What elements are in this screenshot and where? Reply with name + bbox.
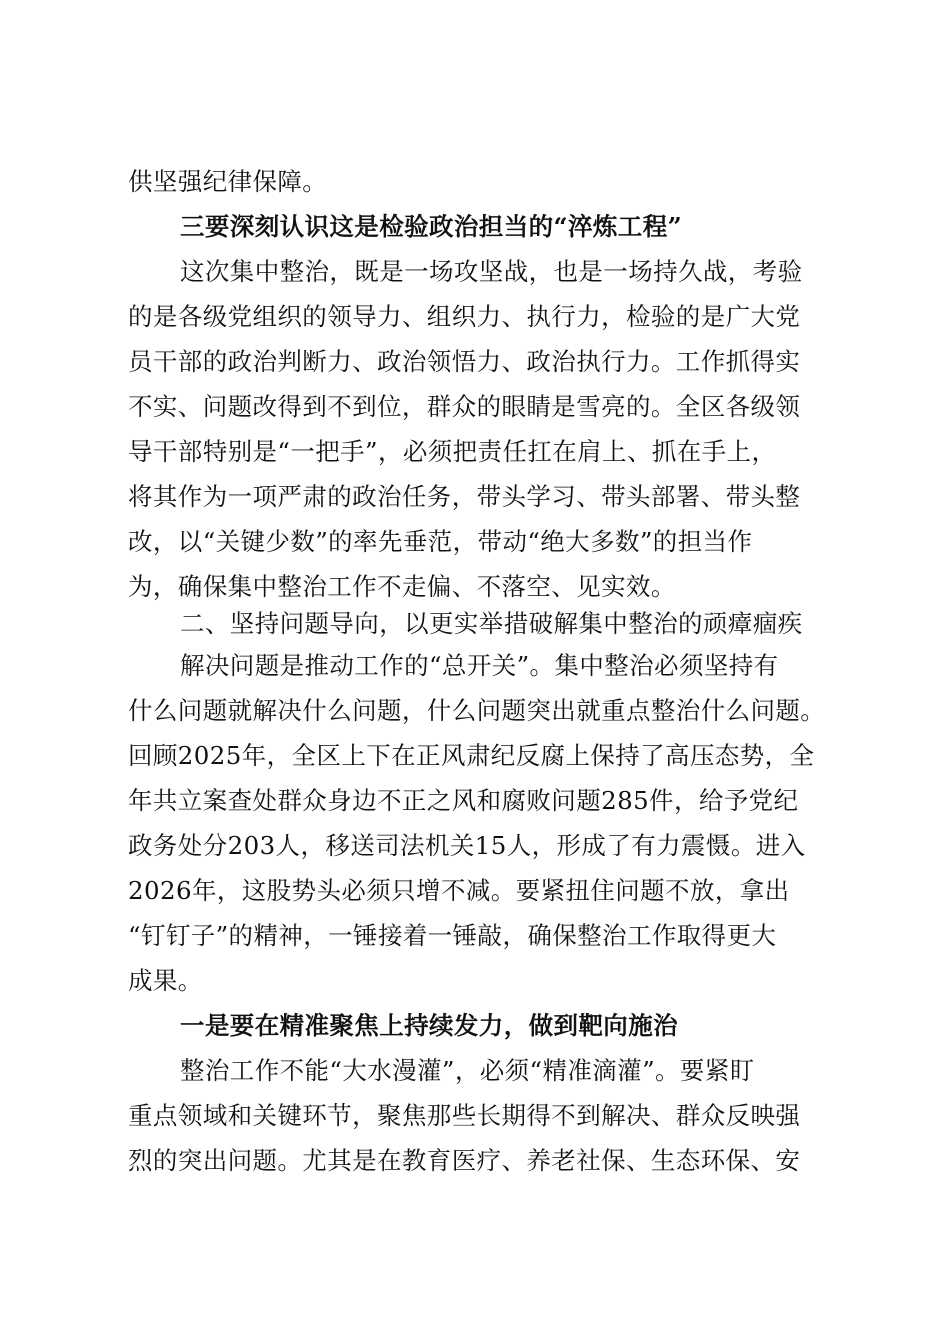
paragraph-first-line: 整治工作不能“大水漫灌”，必须“精准滴灌”。要紧盯 [180, 1056, 755, 1085]
text-line: 的是各级党组织的领导力、组织力、执行力，检验的是广大党 [128, 302, 801, 331]
text-line: 成果。 [128, 966, 203, 995]
section-heading: 三要深刻认识这是检验政治担当的“淬炼工程” [180, 212, 683, 241]
text-line: 回顾2025年，全区上下在正风肃纪反腐上保持了高压态势，全 [128, 741, 815, 770]
text-line: 将其作为一项严肃的政治任务，带头学习、带头部署、带头整 [128, 482, 801, 511]
text-line: “钉钉子”的精神，一锤接着一锤敲，确保整治工作取得更大 [128, 921, 777, 950]
paragraph-first-line: 解决问题是推动工作的“总开关”。集中整治必须坚持有 [180, 651, 779, 680]
chapter-heading: 二、坚持问题导向，以更实举措破解集中整治的顽瘴痼疾 [180, 609, 803, 638]
text-line: 改，以“关键少数”的率先垂范，带动“绝大多数”的担当作 [128, 527, 753, 556]
text-line: 烈的突出问题。尤其是在教育医疗、养老社保、生态环保、安 [128, 1146, 801, 1175]
text-line: 政务处分203人，移送司法机关15人，形成了有力震慑。进入 [128, 831, 806, 860]
text-line: 不实、问题改得到不到位，群众的眼睛是雪亮的。全区各级领 [128, 392, 801, 421]
text-line: 供坚强纪律保障。 [128, 167, 328, 196]
section-heading: 一是要在精准聚焦上持续发力，做到靶向施治 [180, 1011, 678, 1040]
text-line: 导干部特别是“一把手”，必须把责任扛在肩上、抓在手上， [128, 437, 777, 466]
text-line: 重点领域和关键环节，聚焦那些长期得不到解决、群众反映强 [128, 1101, 801, 1130]
paragraph-first-line: 这次集中整治，既是一场攻坚战，也是一场持久战，考验 [180, 257, 803, 286]
text-line: 员干部的政治判断力、政治领悟力、政治执行力。工作抓得实 [128, 347, 801, 376]
text-line: 2026年，这股势头必须只增不减。要紧扭住问题不放，拿出 [128, 876, 790, 905]
text-line: 什么问题就解决什么问题，什么问题突出就重点整治什么问题。 [128, 696, 826, 725]
text-line: 为，确保集中整治工作不走偏、不落空、见实效。 [128, 572, 676, 601]
text-line: 年共立案查处群众身边不正之风和腐败问题285件，给予党纪 [128, 786, 799, 815]
